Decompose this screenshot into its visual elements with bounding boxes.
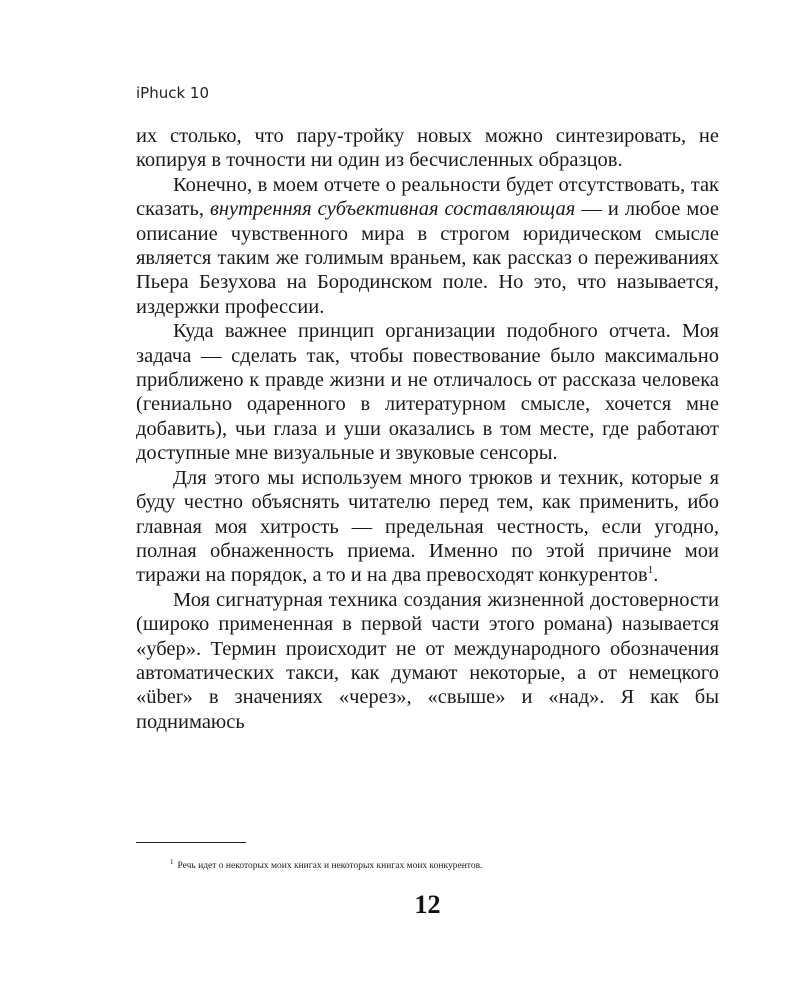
footnote-reference[interactable]: 1 bbox=[647, 564, 654, 577]
paragraph: Моя сигнатурная техника создания жизненной достоверности (широко примененная в первой части этого романа) называется «убер». Термин происходит не от международного обозначения автоматических такси, как думают некоторые, а от немецкого «über» в значениях «через», «свыше» и «над». Я как бы поднимаюсь bbox=[136, 588, 719, 733]
page-number: 12 bbox=[414, 890, 441, 919]
paragraph-text: Для этого мы используем много трюков и техник, которые я буду честно объяснять читателю перед тем, как применить, ибо главная моя хитрость — предельная честность, если угодно, полная обнаженность приема. Именно по этой причине мои тиражи на порядок, а то и на два превосходят конкурентов bbox=[136, 466, 719, 587]
italic-phrase: внутренняя субъективная составляющая bbox=[209, 198, 576, 221]
paragraph bbox=[136, 173, 719, 319]
footnote-text: Речь идет о некоторых моих книгах и некоторых книгах моих конкурентов. bbox=[177, 861, 483, 872]
paragraph: их столько, что пару-тройку новых можно синтезировать, не копируя в точности ни один из бесчисленных образцов. bbox=[136, 125, 719, 172]
body-text bbox=[136, 124, 719, 734]
footnote bbox=[170, 858, 482, 871]
footnote-divider bbox=[136, 842, 246, 843]
paragraph: Куда важнее принцип организации подобного отчета. Моя задача — сделать так, чтобы повествование было максимально приближено к правде жизни и не отличалось от рассказа человека (гениально одаренного в литературном смысле, хочется мне добавить), чьи глаза и уши оказались в том месте, где работают доступные мне визуальные и звуковые сенсоры. bbox=[136, 320, 719, 465]
footnote-marker: 1 bbox=[170, 858, 174, 866]
paragraph-text: — и любое мое описание чувственного мира в строгом юридическом смысле является таким же голимым враньем, как рассказ о переживаниях Пьера Безухова на Бородинском поле. Но это, что называется, издержки профессии. bbox=[136, 198, 719, 318]
paragraph-text: . bbox=[653, 564, 659, 587]
paragraph-text: Конечно, в моем отчете о реальности будет отсутствовать, так сказать, bbox=[136, 173, 719, 221]
running-head: iPhuck 10 bbox=[136, 84, 210, 102]
paragraph bbox=[136, 466, 719, 588]
